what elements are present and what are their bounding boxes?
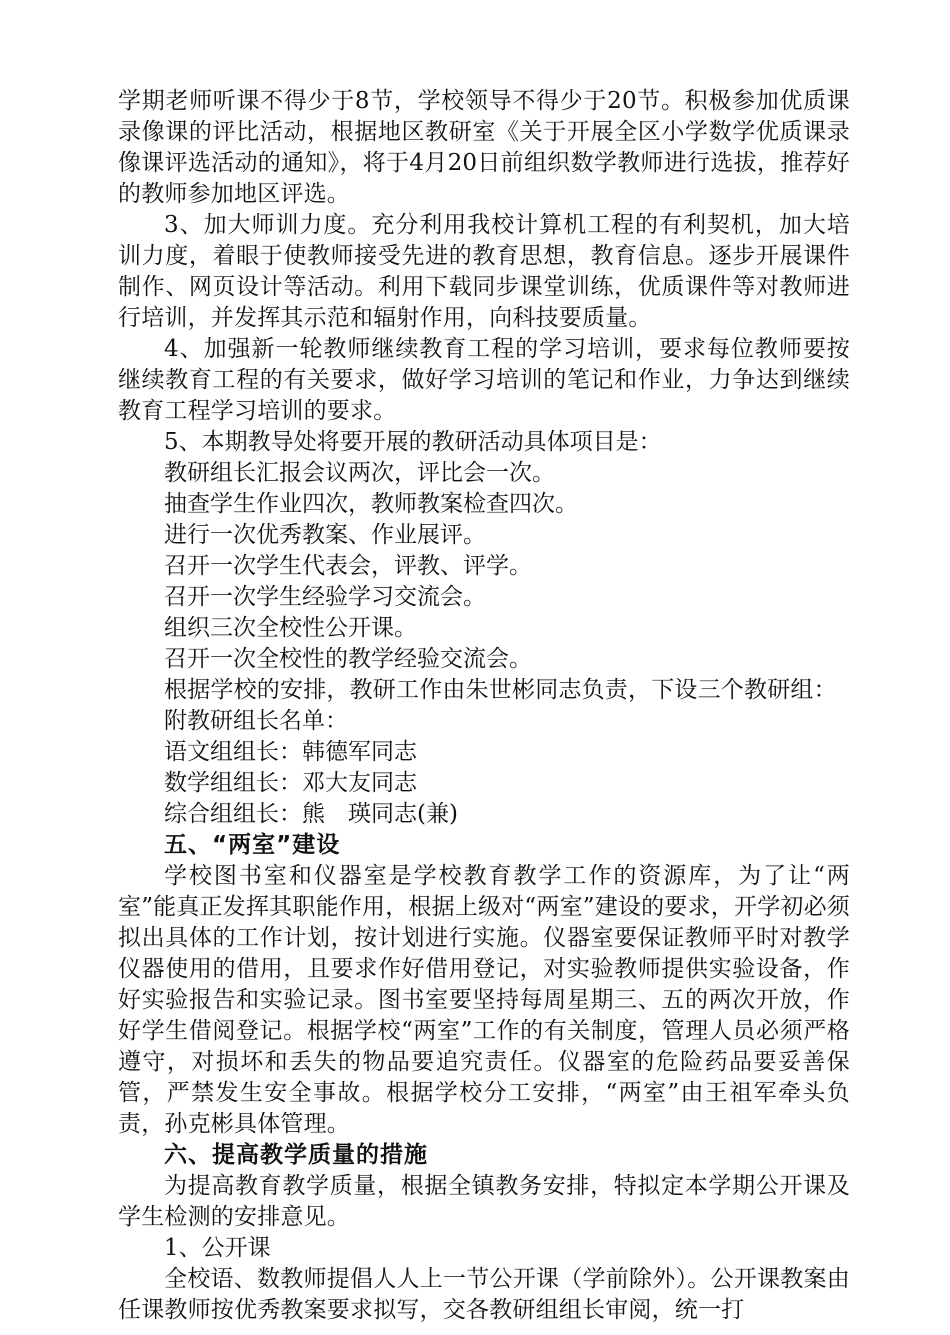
list-item: 组织三次全校性公开课。 (164, 615, 417, 641)
list-item: 召开一次学生经验学习交流会。 (164, 584, 486, 610)
subheading-open-class: 1、公开课 (164, 1235, 271, 1261)
list-intro-activities: 5、本期教导处将要开展的教研活动具体项目是： (164, 429, 662, 455)
group-leader-general: 综合组组长：熊 瑛同志(兼) (164, 801, 458, 827)
paragraph-two-rooms: 学校图书室和仪器室是学校教育教学工作的资源库，为了让“两室”能真正发挥其职能作用，根据上级对“两室”建设的要求，开学初必须拟出具体的工作计划，按计划进行实施。仪器室要保证教师平时对教学仪器使用的借用，且要求作好借用登记，对实验教师提供实验设备，作好实验报告和实验记录。图书室要坚持每周星期三、五的两次开放，作好学生借阅登记。根据学校“两室”工作的有关制度，管理人员必须严格遵守，对损坏和丢失的物品要追究责任。仪器室的危险药品要妥善保管，严禁发生安全事故。根据学校分工安排，“两室”由王祖军牵头负责，孙克彬具体管理。 (118, 863, 850, 1137)
document-body (118, 86, 850, 1326)
group-leader-list-title: 附教研组长名单： (164, 708, 348, 734)
paragraph-open-class: 全校语、数教师提倡人人上一节公开课（学前除外）。公开课教案由任课教师按优秀教案要求拟写，交各教研组组长审阅，统一打 (118, 1266, 850, 1323)
list-item: 召开一次学生代表会，评教、评学。 (164, 553, 532, 579)
list-item: 进行一次优秀教案、作业展评。 (164, 522, 486, 548)
paragraph-continuing-education: 4、加强新一轮教师继续教育工程的学习培训，要求每位教师要按继续教育工程的有关要求，做好学习培训的笔记和作业，力争达到继续教育工程学习培训的要求。 (118, 336, 850, 424)
paragraph-research-groups: 根据学校的安排，教研工作由朱世彬同志负责，下设三个教研组： (164, 677, 837, 703)
group-leader-math: 数学组组长：邓大友同志 (164, 770, 417, 796)
list-item: 教研组长汇报会议两次，评比会一次。 (164, 460, 555, 486)
section-heading-quality-measures: 六、提高教学质量的措施 (164, 1142, 428, 1168)
section-heading-two-rooms: 五、“两室”建设 (164, 832, 341, 858)
paragraph-teacher-training: 3、加大师训力度。充分利用我校计算机工程的有利契机，加大培训力度，着眼于使教师接受先进的教育思想，教育信息。逐步开展课件制作、网页设计等活动。利用下载同步课堂训练，优质课件等对教师进行培训，并发挥其示范和辐射作用，向科技要质量。 (118, 212, 850, 331)
list-item: 召开一次全校性的教学经验交流会。 (164, 646, 532, 672)
group-leader-chinese: 语文组组长：韩德军同志 (164, 739, 417, 765)
paragraph-continued-observation: 学期老师听课不得少于8节，学校领导不得少于20节。积极参加优质课录像课的评比活动，根据地区教研室《关于开展全区小学数学优质课录像课评选活动的通知》，将于4月20日前组织数学教师进行选拔，推荐好的教师参加地区评选。 (118, 88, 850, 207)
paragraph-quality-intro: 为提高教育教学质量，根据全镇教务安排，特拟定本学期公开课及学生检测的安排意见。 (118, 1173, 850, 1230)
list-item: 抽查学生作业四次，教师教案检查四次。 (164, 491, 578, 517)
